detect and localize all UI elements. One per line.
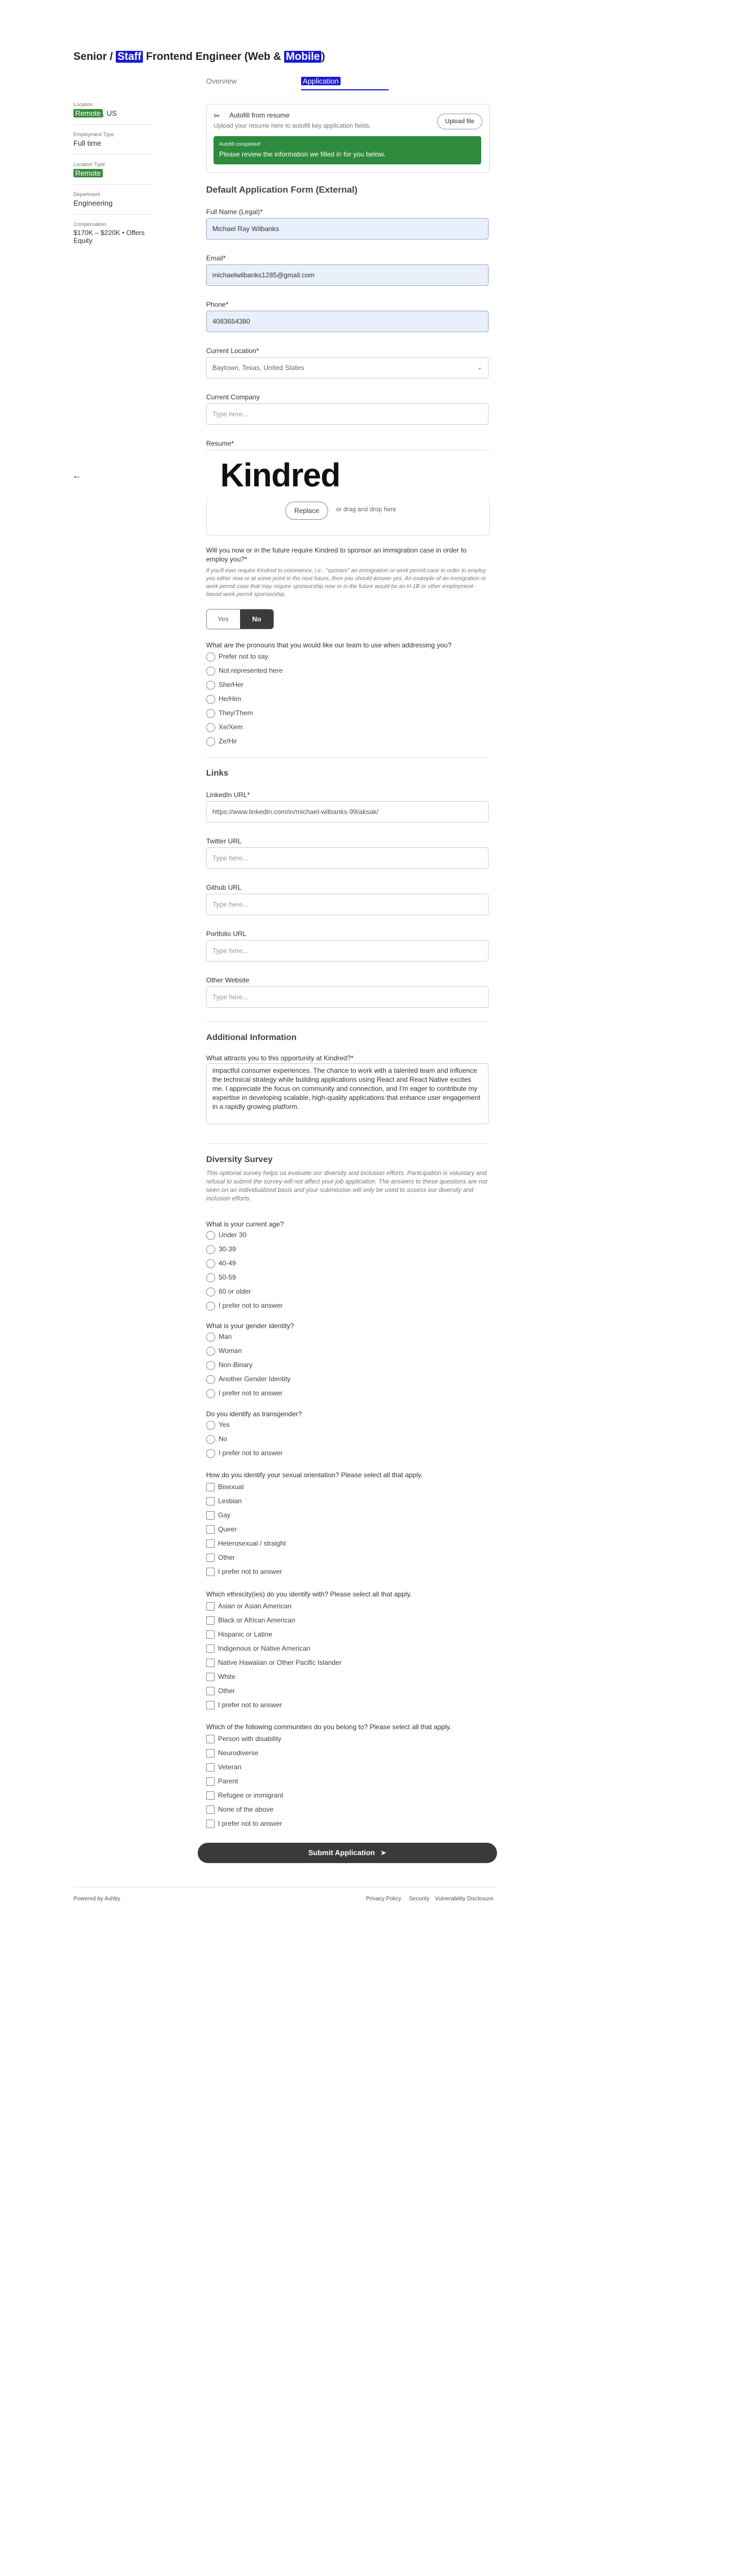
job-sidebar [73, 102, 152, 245]
option-label: Black or African American [218, 1616, 295, 1624]
pronoun-option[interactable] [206, 721, 243, 733]
checkbox[interactable] [206, 1777, 215, 1786]
divider [206, 757, 489, 758]
gender-question: What is your gender identity? [206, 1322, 294, 1330]
linkedin-label: LinkedIn URL* [206, 791, 250, 799]
radio-button[interactable] [206, 1287, 215, 1296]
pronoun-option[interactable] [206, 679, 243, 690]
vulnerability-disclosure-link[interactable]: Vulnerability Disclosure [435, 1896, 494, 1902]
ethnicity-option[interactable] [206, 1671, 236, 1682]
age-option[interactable] [206, 1243, 236, 1255]
checkbox[interactable] [206, 1602, 215, 1611]
radio-button[interactable] [206, 695, 215, 704]
logo-overlay [0, 452, 732, 497]
checkbox[interactable] [206, 1483, 215, 1491]
age-option[interactable] [206, 1300, 282, 1311]
submit-label: Submit Application [308, 1848, 375, 1857]
radio-button[interactable] [206, 1449, 215, 1458]
age-option[interactable] [206, 1272, 236, 1283]
autofill-subtitle: Upload your resume here to autofill key application fields. [213, 123, 371, 129]
replace-resume-button[interactable]: Replace [285, 502, 328, 520]
motivation-textarea[interactable]: impactful consumer experiences. The chance to work with a talented team and influence the technical strategy while building applications using React and React Native excites me. I appreciate the focus on community and connection, and I'm eager to contribute my expertise in developing scalable, high-quality applications that enhance user engagement in a rapidly growing platform. [206, 1063, 489, 1124]
option-label: None of the above [218, 1805, 274, 1813]
option-label: He/Him [219, 695, 242, 703]
phone-label: Phone* [206, 301, 229, 308]
option-label: White [218, 1673, 236, 1681]
community-option[interactable] [206, 1804, 273, 1815]
email-label: Email* [206, 254, 226, 262]
option-label: Not represented here [219, 667, 283, 675]
ethnicity-option[interactable] [206, 1699, 282, 1711]
option-label: Another Gender Identity [219, 1375, 291, 1383]
portfolio-input[interactable]: Type here... [206, 940, 489, 961]
github-label: Github URL [206, 884, 242, 891]
company-label: Current Company [206, 393, 260, 401]
sparkle-icon: ✂ [213, 111, 220, 120]
divider [206, 1143, 489, 1144]
sponsor-yes-button[interactable]: Yes [217, 615, 229, 623]
option-label: I prefer not to answer [218, 1820, 282, 1827]
option-label: 40-49 [219, 1259, 236, 1267]
checkbox[interactable] [206, 1497, 215, 1505]
upload-file-button[interactable]: Upload file [437, 114, 482, 129]
transgender-option[interactable] [206, 1433, 227, 1444]
orientation-option[interactable] [206, 1538, 286, 1549]
radio-button[interactable] [206, 723, 215, 732]
autofill-card [206, 104, 490, 173]
job-title [73, 51, 325, 63]
company-input[interactable]: Type here... [206, 403, 489, 425]
send-icon: ➤ [380, 1848, 387, 1857]
kindred-logo: Kindred [220, 457, 341, 494]
form-title: Default Application Form (External) [206, 185, 358, 195]
option-label: 50-59 [219, 1273, 236, 1281]
chevron-down-icon: ⌄ [477, 364, 482, 371]
checkbox[interactable] [206, 1539, 215, 1548]
sidebar-department [73, 192, 152, 215]
full-name-input[interactable]: Michael Ray Wilbanks [206, 218, 489, 240]
sponsor-no-button[interactable]: No [240, 610, 273, 629]
title-part: ) [321, 51, 325, 63]
option-label: Veteran [218, 1763, 242, 1771]
pronoun-option[interactable] [206, 693, 241, 704]
option-label: Woman [219, 1347, 242, 1355]
sidebar-label: Employment Type [73, 132, 114, 137]
option-label: Ze/Hir [219, 737, 237, 745]
title-part: Mobile [284, 51, 321, 63]
location-select[interactable] [206, 357, 489, 378]
privacy-policy-link[interactable]: Privacy Policy [366, 1896, 402, 1902]
radio-button[interactable] [206, 1231, 215, 1240]
option-label: Bisexual [218, 1483, 244, 1491]
location-label: Current Location* [206, 347, 259, 355]
portfolio-label: Portfolio URL [206, 930, 247, 938]
option-label: Lesbian [218, 1497, 242, 1505]
option-label: Native Hawaiian or Other Pacific Islander [218, 1659, 342, 1666]
diversity-intro: This optional survey helps us evaluate our diversity and inclusion efforts. Participation is voluntary and refusal to submit the survey will not affect your job application. The answers to these questions are not seen on an individualized basis and your submission will only be used to assess our diversity and inclusion efforts. [206, 1170, 487, 1202]
sponsor-help: If you'll ever require Kindred to commence, i.e., "sponsor" an immigration or work permit case in order to employ you either now or at some point in the next future, then you should answer yes. An example of an immigration or work permit case that may require sponsorship now or in the future would be an H-1B or other employment-based work permit sponsorship. [206, 568, 486, 598]
ethnicity-option[interactable] [206, 1643, 310, 1654]
checkbox[interactable] [206, 1687, 215, 1695]
banner-title: Autofill completed! [219, 141, 261, 147]
tab-overview[interactable]: Overview [206, 77, 237, 85]
radio-button[interactable] [206, 737, 215, 746]
tab-underline [301, 89, 389, 90]
orientation-option[interactable] [206, 1524, 237, 1535]
autofill-title: Autofill from resume [229, 111, 290, 119]
option-label: Queer [218, 1525, 237, 1533]
option-label: Parent [218, 1777, 238, 1785]
tab-bar [206, 77, 489, 90]
radio-button[interactable] [206, 667, 215, 676]
links-heading: Links [206, 768, 229, 778]
sidebar-location-type [73, 162, 152, 185]
transgender-question: Do you identify as transgender? [206, 1410, 302, 1418]
other-website-input[interactable]: Type here... [206, 986, 489, 1008]
gender-option[interactable] [206, 1331, 232, 1342]
ethnicity-option[interactable] [206, 1615, 295, 1626]
twitter-label: Twitter URL [206, 837, 242, 845]
checkbox[interactable] [206, 1659, 215, 1667]
autofill-success-banner [213, 136, 481, 164]
sidebar-label: Department [73, 192, 101, 197]
sidebar-value: Remote [73, 109, 103, 118]
option-label: Non-Binary [219, 1361, 253, 1369]
ethnicity-option[interactable] [206, 1629, 272, 1640]
checkbox[interactable] [206, 1749, 215, 1757]
community-option[interactable] [206, 1818, 282, 1829]
other-website-label: Other Website [206, 976, 250, 984]
orientation-option[interactable] [206, 1495, 242, 1507]
orientation-option[interactable] [206, 1509, 230, 1521]
community-option[interactable] [206, 1747, 258, 1759]
radio-button[interactable] [206, 1273, 215, 1282]
radio-button[interactable] [206, 709, 215, 718]
option-label: Heterosexual / straight [218, 1539, 286, 1547]
transgender-option[interactable] [206, 1447, 282, 1459]
email-input[interactable]: michaelwilbanks1285@gmail.com [206, 264, 489, 286]
checkbox[interactable] [206, 1554, 215, 1562]
title-part: Staff [116, 51, 143, 63]
sidebar-employment-type [73, 132, 152, 155]
radio-button[interactable] [206, 1245, 215, 1254]
sidebar-value: Full time [73, 139, 102, 147]
orientation-option[interactable] [206, 1552, 235, 1563]
divider [206, 1021, 489, 1022]
back-arrow-icon[interactable]: ← [72, 471, 81, 481]
option-label: They/Them [219, 709, 253, 717]
option-label: I prefer not to answer [218, 1568, 282, 1576]
sidebar-value: Remote [73, 169, 103, 177]
linkedin-input[interactable]: https://www.linkedin.com/in/michael-wilbanks-99/aksak/ [206, 801, 489, 823]
option-label: Indigenous or Native American [218, 1644, 311, 1652]
checkbox[interactable] [206, 1568, 215, 1576]
submit-application-button[interactable] [198, 1843, 497, 1863]
option-label: Other [218, 1687, 236, 1695]
orientation-option[interactable] [206, 1481, 243, 1492]
checkbox[interactable] [206, 1805, 215, 1814]
motivation-label: What attracts you to this opportunity at Kindred?* [206, 1054, 354, 1062]
gender-option[interactable] [206, 1387, 282, 1399]
community-option[interactable] [206, 1790, 283, 1801]
pronouns-question: What are the pronouns that you would like our team to use when addressing you? [206, 641, 452, 649]
radio-button[interactable] [206, 1259, 215, 1268]
banner-text: Please review the information we filled in for you below. [219, 150, 386, 158]
title-part: Frontend Engineer (Web & [143, 51, 285, 63]
community-option[interactable] [206, 1733, 281, 1744]
checkbox[interactable] [206, 1616, 215, 1625]
drag-drop-text: or drag and drop here [336, 506, 396, 513]
checkbox[interactable] [206, 1820, 215, 1828]
title-part: Senior / [73, 51, 116, 63]
sponsor-toggle [206, 609, 274, 629]
community-option[interactable] [206, 1776, 238, 1787]
option-label: Gay [218, 1511, 231, 1519]
option-label: I prefer not to answer [219, 1449, 283, 1457]
sidebar-location [73, 102, 152, 125]
option-label: I prefer not to answer [219, 1389, 283, 1397]
option-label: Other [218, 1554, 236, 1561]
checkbox[interactable] [206, 1644, 215, 1653]
ethnicity-option[interactable] [206, 1657, 342, 1668]
option-label: Yes [219, 1421, 230, 1429]
option-label: Man [219, 1333, 232, 1341]
radio-button[interactable] [206, 652, 215, 662]
radio-button[interactable] [206, 1302, 215, 1311]
gender-option[interactable] [206, 1373, 290, 1385]
option-label: No [219, 1435, 228, 1443]
option-label: Hispanic or Latine [218, 1630, 273, 1638]
gender-option[interactable] [206, 1359, 252, 1370]
option-label: Neurodiverse [218, 1749, 259, 1757]
radio-button[interactable] [206, 1361, 215, 1370]
tab-application[interactable]: Application [301, 77, 341, 85]
sponsor-question: Will you now or in the future require Kindred to sponsor an immigration case in order to employ you?* [206, 546, 467, 563]
location-value: Baytown, Texas, United States [212, 364, 304, 372]
checkbox[interactable] [206, 1630, 215, 1639]
orientation-option[interactable] [206, 1566, 282, 1577]
option-label: She/Her [219, 681, 244, 689]
radio-button[interactable] [206, 1389, 215, 1398]
pronoun-option[interactable] [206, 707, 253, 719]
phone-input[interactable]: 4083654380 [206, 311, 489, 332]
pronoun-option[interactable] [206, 665, 282, 676]
ethnicity-option[interactable] [206, 1600, 291, 1612]
radio-button[interactable] [206, 1333, 215, 1342]
radio-button[interactable] [206, 1435, 215, 1444]
orientation-question: How do you identify your sexual orientation? Please select all that apply. [206, 1471, 423, 1479]
ethnicity-option[interactable] [206, 1685, 235, 1696]
option-label: Xe/Xem [219, 723, 243, 731]
sidebar-label: Location [73, 102, 93, 107]
age-option[interactable] [206, 1229, 246, 1241]
radio-button[interactable] [206, 1347, 215, 1356]
sidebar-value: $170K – $220K • Offers Equity [73, 229, 145, 245]
option-label: I prefer not to answer [218, 1701, 282, 1709]
communities-question: Which of the following communities do you belong to? Please select all that apply. [206, 1723, 452, 1731]
powered-by-ashby[interactable]: Powered by Ashby [73, 1896, 120, 1902]
community-option[interactable] [206, 1761, 241, 1773]
option-label: Prefer not to say [219, 652, 269, 660]
age-option[interactable] [206, 1257, 236, 1269]
checkbox[interactable] [206, 1791, 215, 1800]
age-question: What is your current age? [206, 1220, 284, 1228]
option-label: Person with disability [218, 1735, 282, 1743]
checkbox[interactable] [206, 1673, 215, 1681]
ethnicity-question: Which ethnicity(ies) do you identify with? Please select all that apply. [206, 1590, 412, 1598]
option-label: Refugee or immigrant [218, 1791, 284, 1799]
sidebar-compensation [73, 221, 152, 245]
radio-button[interactable] [206, 1421, 215, 1430]
checkbox[interactable] [206, 1511, 215, 1520]
option-label: Asian or Asian American [218, 1602, 292, 1610]
option-label: 30-39 [219, 1245, 236, 1253]
age-option[interactable] [206, 1286, 251, 1297]
radio-button[interactable] [206, 681, 215, 690]
pronoun-option[interactable] [206, 651, 268, 662]
sidebar-value: Engineering [73, 199, 113, 207]
option-label: 60 or older [219, 1287, 251, 1295]
pronoun-option[interactable] [206, 736, 237, 747]
checkbox[interactable] [206, 1701, 215, 1709]
radio-button[interactable] [206, 1375, 215, 1384]
checkbox[interactable] [206, 1735, 215, 1743]
checkbox[interactable] [206, 1763, 215, 1772]
github-input[interactable]: Type here... [206, 894, 489, 915]
resume-label: Resume* [206, 440, 234, 447]
security-link[interactable]: Security [409, 1896, 430, 1902]
transgender-option[interactable] [206, 1419, 230, 1430]
option-label: Under 30 [219, 1231, 247, 1239]
sidebar-label: Compensation [73, 221, 107, 227]
checkbox[interactable] [206, 1525, 215, 1534]
diversity-heading: Diversity Survey [206, 1155, 273, 1164]
sidebar-label: Location Type [73, 162, 105, 167]
option-label: I prefer not to answer [219, 1302, 283, 1309]
twitter-input[interactable]: Type here... [206, 847, 489, 869]
gender-option[interactable] [206, 1345, 242, 1356]
full-name-label: Full Name (Legal)* [206, 208, 263, 216]
sidebar-value: , US [102, 109, 117, 118]
additional-heading: Additional Information [206, 1033, 297, 1042]
